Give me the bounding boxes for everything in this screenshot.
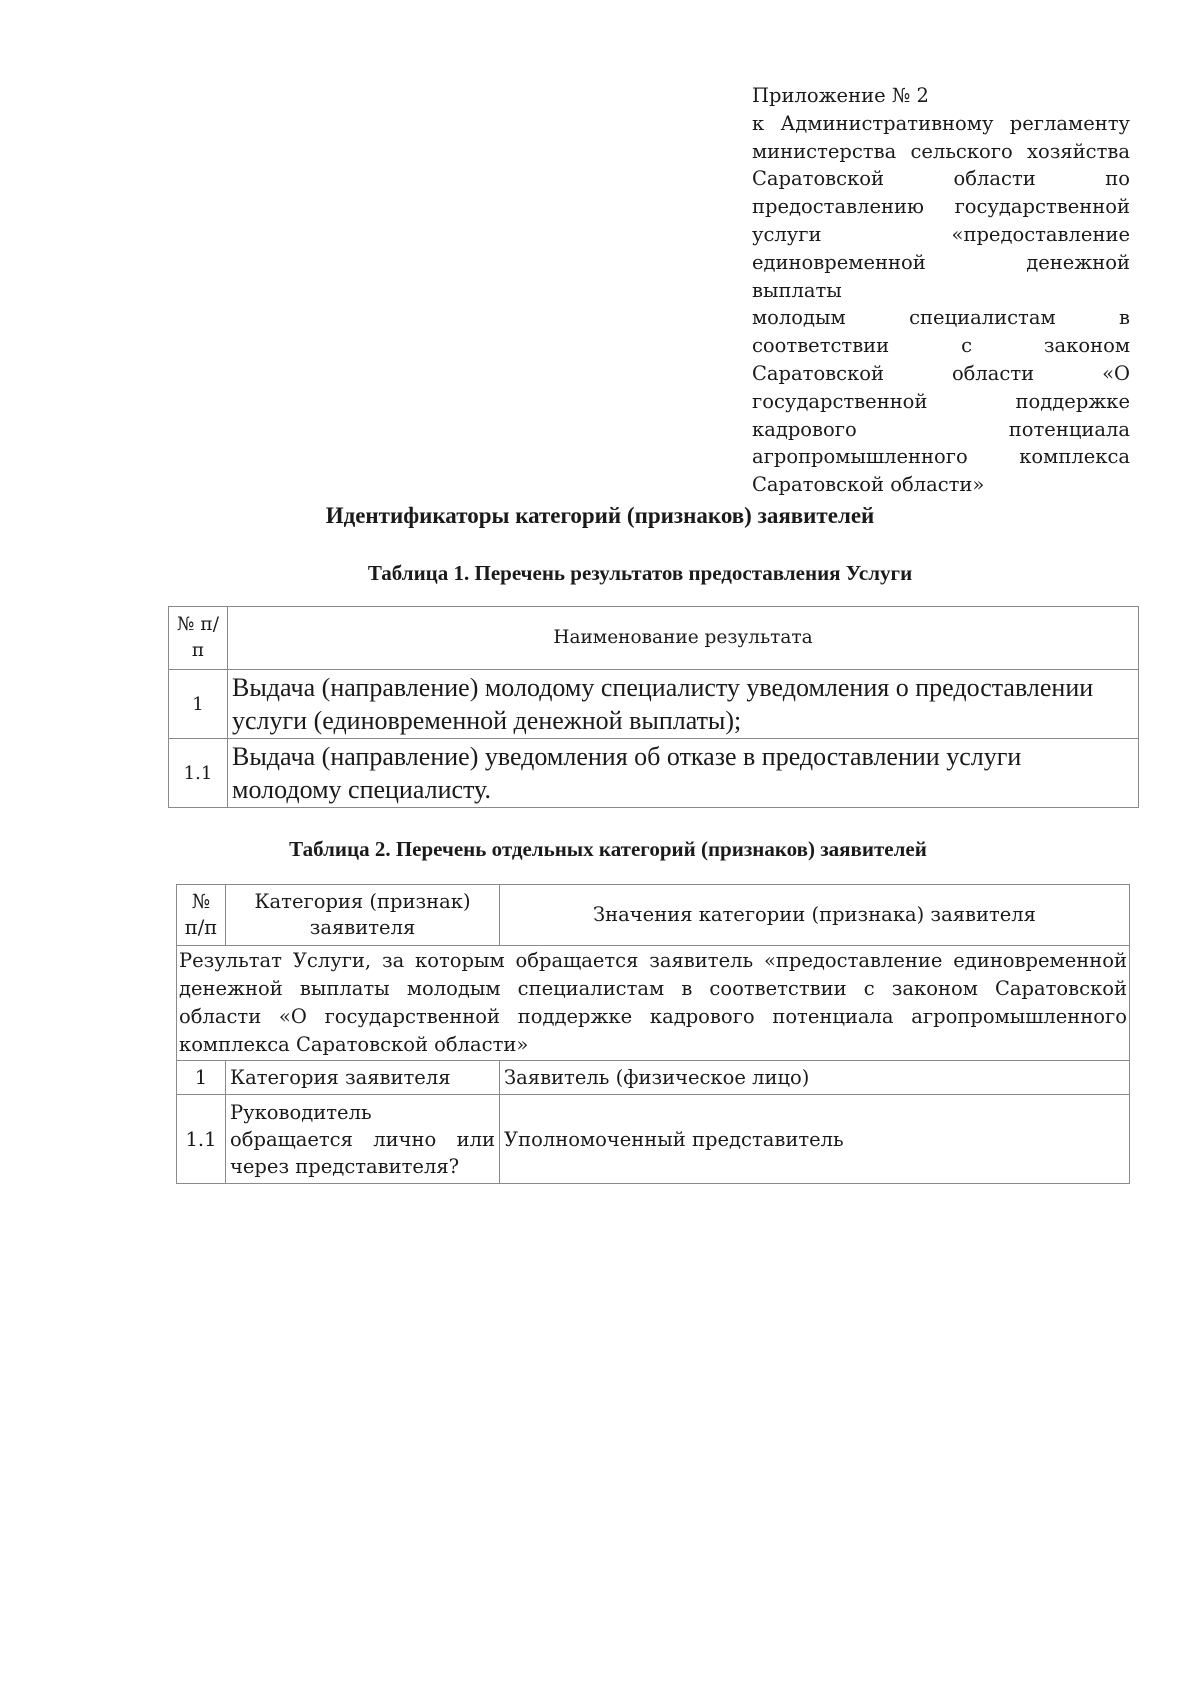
table1-caption: Таблица 1. Перечень результатов предоставления Услуги <box>367 561 913 585</box>
table-row <box>177 1095 1130 1184</box>
annex-block <box>752 82 1130 499</box>
annex-line: агропромышленного комплекса <box>752 445 1130 469</box>
annex-line: министерства сельского хозяйства <box>752 139 1130 163</box>
row-result-text: Выдача (направление) уведомления об отказе в предоставлении услуги молодому специалисту. <box>228 739 1139 808</box>
annex-line: предоставлению государственной <box>752 195 1130 219</box>
table2-caption: Таблица 2. Перечень отдельных категорий (признаков) заявителей <box>289 837 927 861</box>
row-value: Заявитель (физическое лицо) <box>500 1061 1130 1095</box>
merged-row <box>177 946 1130 1061</box>
results-table <box>168 606 1139 808</box>
table-row <box>169 670 1139 739</box>
annex-line: услуги «предоставление <box>752 222 1130 246</box>
row-value: Уполномоченный представитель <box>500 1095 1130 1184</box>
annex-line: Саратовской области» <box>752 473 985 497</box>
header-num: № п/п <box>169 607 228 670</box>
table-row <box>169 739 1139 808</box>
annex-line: государственной поддержке <box>752 389 1130 413</box>
categories-table <box>176 884 1130 1184</box>
row-result-text: Выдача (направление) молодому специалисту уведомления о предоставлении услуги (единовременной денежной выплаты); <box>228 670 1139 739</box>
annex-line: Саратовской области по <box>752 167 1130 191</box>
table-header-row <box>177 885 1130 946</box>
row-num: 1.1 <box>177 1095 226 1184</box>
annex-line: Саратовской области «О <box>752 361 1130 385</box>
annex-line: кадрового потенциала <box>752 417 1130 441</box>
row-num: 1.1 <box>169 739 228 808</box>
annex-line: соответствии с законом <box>752 334 1130 358</box>
annex-line: молодым специалистам в <box>752 306 1130 330</box>
table-header-row <box>169 607 1139 670</box>
table-row <box>177 1061 1130 1095</box>
document-title: Идентификаторы категорий (признаков) заявителей <box>325 503 875 528</box>
row-num: 1 <box>177 1061 226 1095</box>
row-category: Руководитель обращается лично или через представителя? <box>226 1095 500 1184</box>
header-values: Значения категории (признака) заявителя <box>500 885 1130 946</box>
annex-line: Приложение № 2 <box>752 84 929 107</box>
annex-line: единовременной денежной выплаты <box>752 250 1130 302</box>
service-result-text: Результат Услуги, за которым обращается заявитель «предоставление единовременной денежной выплаты молодым специалистам в соответствии с законом Саратовской области «О государственной поддержке кадрового потенциала агропромышленного комплекса Саратовской области» <box>177 946 1130 1061</box>
header-num: № п/п <box>177 885 226 946</box>
row-category: Категория заявителя <box>226 1061 500 1095</box>
header-result-name: Наименование результата <box>228 607 1139 670</box>
header-category: Категория (признак) заявителя <box>226 885 500 946</box>
annex-line: к Административному регламенту <box>752 111 1130 135</box>
row-num: 1 <box>169 670 228 739</box>
